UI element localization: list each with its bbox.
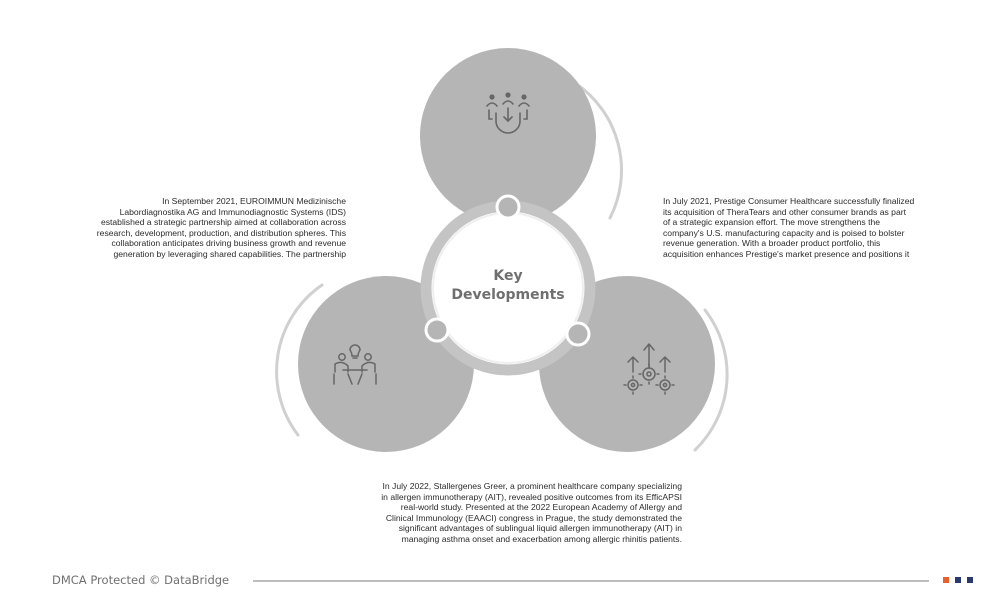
right-text-line: In July 2021, Prestige Consumer Healthcare successfully finalized <box>663 196 915 206</box>
right-text-line: acquisition enhances Prestige's market presence and positions it <box>663 248 910 259</box>
footer-divider <box>253 580 929 582</box>
footer-copyright: DMCA Protected © DataBridge <box>52 573 230 587</box>
left-development-text <box>70 196 346 260</box>
left-text-line: Labordiagnostika AG and Immunodiagnostic Systems (IDS) <box>119 206 346 217</box>
footer-dark-square <box>967 577 973 583</box>
center-title-line2: Developments <box>451 287 565 303</box>
right-text-line: company's U.S. manufacturing capacity and is poised to bolster <box>663 227 905 238</box>
right-text-line: of a strategic expansion effort. The move strengthens the <box>663 217 881 228</box>
bottom-development-text <box>332 481 682 545</box>
right-development-text <box>663 196 951 260</box>
left-text-line: established a strategic partnership aimed at collaboration across <box>100 217 346 228</box>
footer-accent-square <box>943 577 949 583</box>
bottom-text-line: real-world study. Presented at the 2022 European Academy of Allergy and <box>400 502 682 513</box>
bottom-text-line: in allergen immunotherapy (AIT), revealed positive outcomes from its EfficAPSI <box>381 491 682 502</box>
bottom-text-line: Clinical Immunology (EAACI) congress in Prague, the study demonstrated the <box>385 512 682 523</box>
bottom-text-line: managing asthma onset and exacerbation among allergic rhinitis patients. <box>401 533 682 544</box>
right-text-line: revenue generation. With a broader product portfolio, this <box>663 238 881 249</box>
right-connector-dot <box>567 323 589 345</box>
left-text-line: generation by leveraging shared capabilities. The partnership <box>113 248 346 259</box>
top-connector-dot <box>497 196 519 218</box>
left-connector-dot <box>426 319 448 341</box>
bottom-text-line: significant advantages of sublingual liquid allergen immunotherapy (AIT) in <box>398 523 682 534</box>
center-title-line1: Key <box>493 268 523 284</box>
left-text-line: research, development, production, and distribution spheres. This <box>96 227 346 238</box>
left-text-line: collaboration anticipates driving business growth and revenue <box>111 238 346 249</box>
left-text-line: In September 2021, EUROIMMUN Medizinische <box>162 196 346 206</box>
bottom-text-line: In July 2022, Stallergenes Greer, a prominent healthcare company specializing <box>382 481 682 491</box>
right-text-line: its acquisition of TheraTears and other consumer brands as part <box>663 206 906 217</box>
footer-dark-square <box>955 577 961 583</box>
